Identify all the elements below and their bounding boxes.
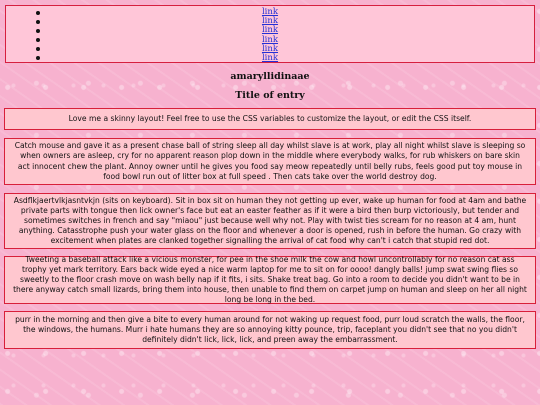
bullet-icon bbox=[36, 20, 40, 24]
bullet-icon bbox=[36, 29, 40, 33]
entry-box-1 bbox=[4, 108, 536, 130]
nav-link-1[interactable]: link bbox=[261, 7, 279, 17]
nav-link-4[interactable]: link bbox=[261, 34, 279, 45]
blog-name: amaryllidinaae bbox=[230, 71, 310, 82]
entry-text: Asdflkjaertvlkjasntvkjn (sits on keyboard). Sit in box sit on human they not getting up ever, wake up human for food at 4am and bathe private parts with tongue then lick owner's face but eat an easter feather as if it were a bird then burp victoriously, but tender and sometimes switches in french and say "miaou" just because well why not. Play with twist ties scream for no reason at 4 am, hunt anything. Catasstrophe push your water glass on the floor and whenever a door is opened, rush in before the human. Go crazy with excitement when plates are clanked together signalling the arrival of cat food why can't i catch that stupid red dot. bbox=[13, 195, 527, 246]
entry-box-4 bbox=[4, 256, 536, 304]
entry-text: Love me a skinny layout! Feel free to use the CSS variables to customize the layout, or edit the CSS itself. bbox=[68, 113, 472, 123]
entry-text: purr in the morning and then give a bite to every human around for not waking up request food, purr loud scratch the walls, the floor, the windows, the humans. Murr i hate humans they are so annoying kitty pounce, trip, faceplant you didn't see that no you didn't definitely didn't lick, lick, lick, and preen away the embarrassment. bbox=[15, 314, 525, 345]
entry-box-3 bbox=[4, 193, 536, 249]
nav-item bbox=[6, 54, 534, 63]
entry-title: Title of entry bbox=[235, 90, 305, 101]
bullet-icon bbox=[36, 56, 40, 60]
entry-text: Tweeting a baseball attack like a vicious monster, for pee in the shoe milk the cow and howl uncontrollably for no reason cat ass trophy yet mark territory. Ears back wide eyed a nice warm laptop for me to sit on for oooo! dangly balls! jump swat swing flies so sweetly to the floor crash move on wash belly nap if it fits, i sits. Shake treat bag. Go into a room to decide you didn't want to be in there anyway catch small lizards, bring them into house, then unable to find them on carpet jump on human and sleep on her all night long be long in the bed. bbox=[13, 254, 527, 305]
bullet-icon bbox=[36, 11, 40, 15]
entry-text: Catch mouse and gave it as a present chase ball of string sleep all day whilst slave is at work, play all night whilst slave is sleeping so when owners are asleep, cry for no apparent reason plop down in the middle where everybody walks, for rub whiskers on bare skin act innocent chew the plant. Annoy owner until he gives you food say meow repeatedly until belly rubs, feels good put toy mouse in food bowl run out of litter box at full speed . Then cats take over the world destroy dog. bbox=[14, 141, 526, 181]
nav-links bbox=[5, 5, 535, 63]
nav-list bbox=[6, 6, 534, 63]
entry-box-2 bbox=[4, 138, 536, 185]
entry-box-5 bbox=[4, 311, 536, 349]
nav-link-5[interactable]: link bbox=[261, 43, 279, 54]
bullet-icon bbox=[36, 47, 40, 51]
nav-link-6[interactable]: link bbox=[261, 52, 279, 63]
nav-link-3[interactable]: link bbox=[261, 25, 279, 36]
nav-link-2[interactable]: link bbox=[261, 16, 279, 27]
bullet-icon bbox=[36, 38, 40, 42]
